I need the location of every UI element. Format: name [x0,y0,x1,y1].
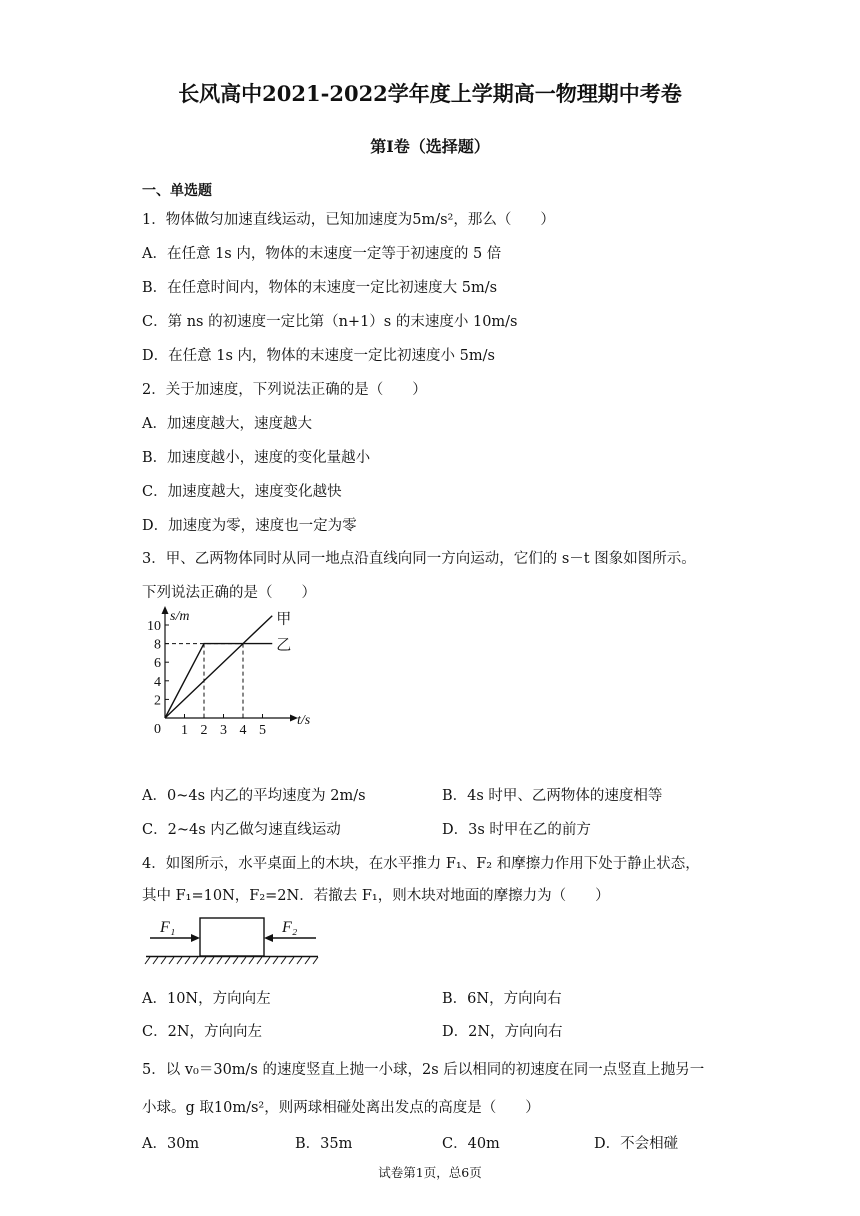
y-axis-arrow [162,606,169,614]
series-line-jia [165,616,272,718]
part-title: 第Ⅰ卷（选择题） [370,137,490,156]
page-footer: 试卷第1页，总6页 [378,1165,482,1180]
q1-option-d: D．在任意 1s 内，物体的末速度一定比初速度小 5m/s [142,348,495,364]
series-label-jia: 甲 [276,611,292,628]
q5-option-a: A．30m [142,1136,200,1152]
x-tick-label: 3 [220,723,227,738]
origin-label: 0 [154,722,161,737]
q1-option-b: B．在任意时间内，物体的末速度一定比初速度大 5m/s [142,280,498,296]
y-tick-label: 6 [154,656,161,672]
q2-option-c: C．加速度越大，速度变化越快 [142,484,342,500]
section-heading: 一、单选题 [142,183,212,199]
wooden-block [200,918,264,956]
x-axis-label: t/s [297,713,311,728]
q5-stem-line2: 小球。g 取10m/s²，则两球相碰处离出发点的高度是（ ） [142,1100,540,1116]
q5-stem-line1: 5．以 v₀＝30m/s 的速度竖直上抛一小球，2s 后以相同的初速度在同一点竖直上抛另一 [142,1062,705,1078]
q1-option-c: C．第 ns 的初速度一定比第（n+1）s 的末速度小 10m/s [142,314,518,330]
y-axis-label: s/m [170,609,190,624]
block-force-figure [142,912,322,968]
x-tick-label: 5 [259,723,266,738]
x-tick-label: 4 [239,723,247,738]
q3-option-b: B．4s 时甲、乙两物体的速度相等 [442,788,663,804]
q4-option-d: D．2N，方向向右 [442,1024,563,1040]
y-tick-label: 10 [147,619,161,634]
q4-option-b: B．6N，方向向右 [442,991,562,1007]
q3-option-c: C．2~4s 内乙做匀速直线运动 [142,822,341,838]
q2-stem: 2．关于加速度，下列说法正确的是（ ） [142,382,427,398]
q3-stem-line1: 3．甲、乙两物体同时从同一地点沿直线向同一方向运动，它们的 s－t 图象如图所示。 [142,551,696,567]
q2-option-d: D．加速度为零，速度也一定为零 [142,518,357,534]
f2-label: F₂ [282,919,298,936]
y-tick-label: 2 [154,693,161,709]
q5-option-c: C．40m [442,1136,500,1152]
q4-option-a: A．10N，方向向左 [142,991,271,1007]
exam-title: 长风高中2021-2022学年度上学期高一物理期中考卷 [178,81,682,106]
ground-hatching [145,957,318,964]
q2-option-a: A．加速度越大，速度越大 [142,416,312,432]
q3-stem-line2: 下列说法正确的是（ ） [142,585,316,601]
q3-option-d: D．3s 时甲在乙的前方 [442,822,591,838]
q1-stem: 1．物体做匀加速直线运动，已知加速度为5m/s²，那么（ ） [142,212,555,228]
q1-option-a: A．在任意 1s 内，物体的末速度一定等于初速度的 5 倍 [142,246,502,262]
y-tick-label: 8 [154,637,161,653]
f1-label: F₁ [160,919,176,936]
q3-option-a: A．0~4s 内乙的平均速度为 2m/s [142,788,366,804]
q4-stem-line1: 4．如图所示，水平桌面上的木块，在水平推力 F₁、F₂ 和摩擦力作用下处于静止状态， [142,856,700,872]
q5-option-d: D．不会相碰 [594,1136,679,1152]
series-line-yi [165,644,272,718]
q2-option-b: B．加速度越小，速度的变化量越小 [142,450,371,466]
q4-option-c: C．2N，方向向左 [142,1024,263,1040]
q4-stem-line2: 其中 F₁=10N，F₂=2N．若撤去 F₁，则木块对地面的摩擦力为（ ） [142,888,610,904]
x-tick-label: 1 [181,723,188,738]
y-tick-label: 4 [154,674,161,690]
q5-option-b: B．35m [295,1136,353,1152]
s-t-graph [140,606,330,756]
series-label-yi: 乙 [276,637,292,654]
x-tick-label: 2 [200,723,208,738]
